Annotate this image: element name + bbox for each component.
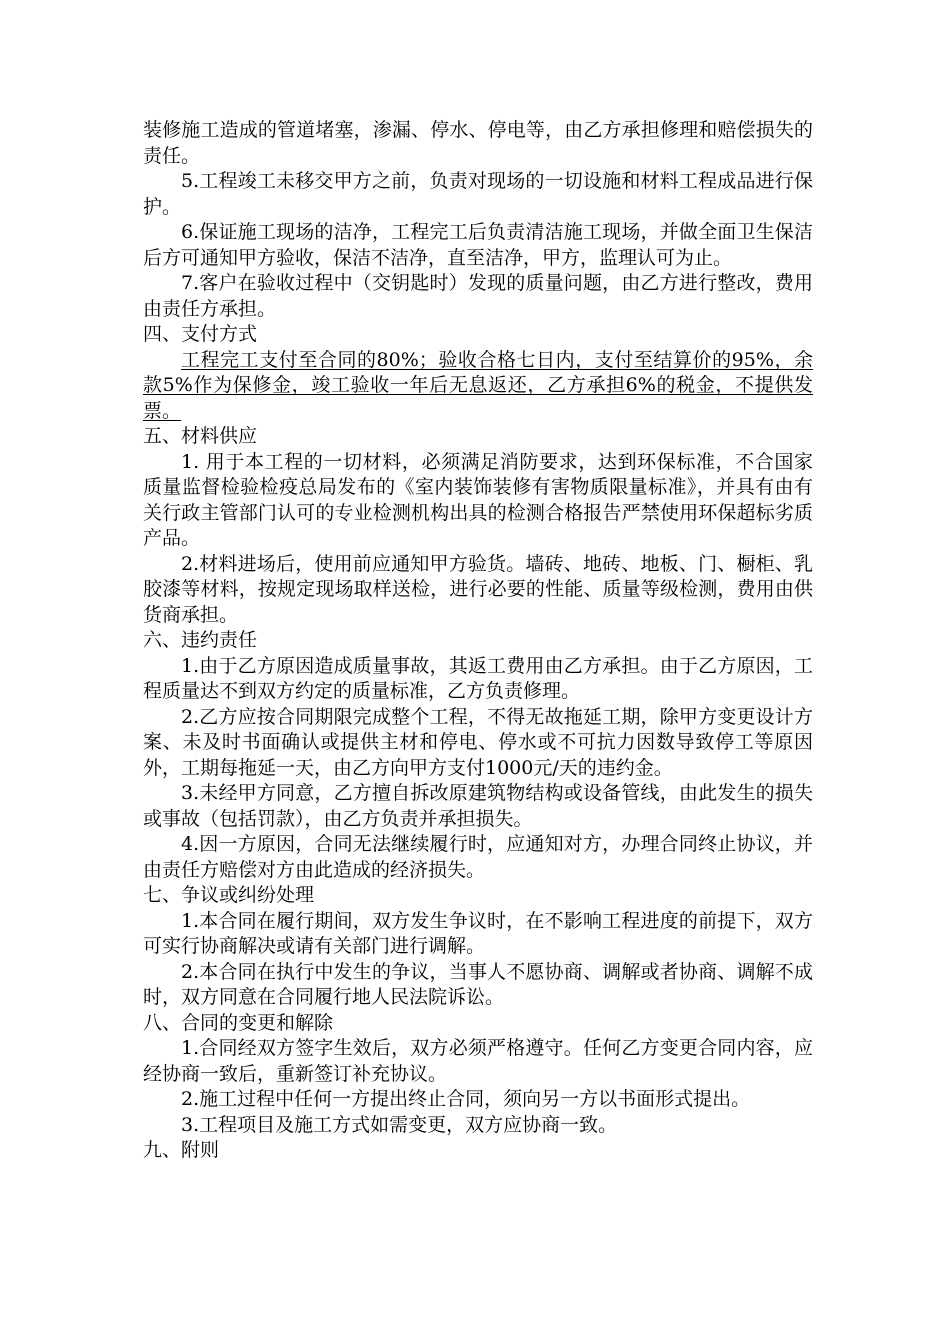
paragraph-site-cleaning: 6.保证施工现场的洁净，工程完工后负责清洁施工现场，并做全面卫生保洁后方可通知甲方验收，保洁不洁净，直至洁净，甲方，监理认可为止。	[143, 221, 813, 269]
section-heading-disputes: 七、争议或纠纷处理	[143, 884, 315, 906]
paragraph-termination-notice: 4.因一方原因，合同无法继续履行时，应通知对方，办理合同终止协议，并由责任方赔偿对方由此造成的经济损失。	[143, 833, 813, 881]
paragraph-acceptance-issues: 7.客户在验收过程中（交钥匙时）发现的质量问题，由乙方进行整改，费用由责任方承担。	[143, 272, 813, 320]
paragraph-quality-accident: 1.由于乙方原因造成质量事故，其返工费用由乙方承担。由于乙方原因，工程质量达不到双方约定的质量标准，乙方负责修理。	[143, 654, 813, 702]
paragraph-contract-effective: 1.合同经双方签字生效后，双方必须严格遵守。任何乙方变更合同内容，应经协商一致后，重新签订补充协议。	[143, 1037, 813, 1085]
paragraph-unauthorized-changes: 3.未经甲方同意，乙方擅自拆改原建筑物结构或设备管线，由此发生的损失或事故（包括罚款），由乙方负责并承担损失。	[143, 782, 813, 830]
section-heading-payment: 四、支付方式	[143, 323, 258, 345]
paragraph-material-standards: 1. 用于本工程的一切材料，必须满足消防要求，达到环保标准，不合国家质量监督检验检疫总局发布的《室内装饰装修有害物质限量标准》，并具有由有关行政主管部门认可的专业检测机构出具的检测合格报告严禁使用环保超标劣质产品。	[143, 450, 813, 549]
section-heading-supplementary: 九、附则	[143, 1139, 220, 1161]
section-heading-breach: 六、违约责任	[143, 629, 258, 651]
paragraph-contract-termination: 2.施工过程中任何一方提出终止合同，须向另一方以书面形式提出。	[181, 1088, 751, 1110]
payment-terms-underlined: 工程完工支付至合同的80%；验收合格七日内，支付至结算价的95%，余款5%作为保修金，竣工验收一年后无息返还，乙方承担6%的税金，不提供发票。	[143, 348, 813, 422]
section-heading-materials: 五、材料供应	[143, 425, 258, 447]
contract-page	[143, 118, 813, 1164]
paragraph-dispute-litigation: 2.本合同在执行中发生的争议，当事人不愿协商、调解或者协商、调解不成时，双方同意在合同履行地人民法院诉讼。	[143, 960, 813, 1008]
section-heading-modification: 八、合同的变更和解除	[143, 1011, 334, 1034]
paragraph-site-protection: 5.工程竣工未移交甲方之前，负责对现场的一切设施和材料工程成品进行保护。	[143, 170, 813, 218]
paragraph-delay-penalty: 2.乙方应按合同期限完成整个工程，不得无故拖延工期，除甲方变更设计方案、未及时书面确认或提供主材和停电、停水或不可抗力因数导致停工等原因外，工期每拖延一天，由乙方向甲方支付1000元/天的违约金。	[143, 705, 813, 779]
paragraph-scope-change: 3.工程项目及施工方式如需变更，双方应协商一致。	[181, 1113, 618, 1136]
paragraph-payment-terms	[143, 348, 813, 425]
paragraph-dispute-mediation: 1.本合同在履行期间，双方发生争议时，在不影响工程进度的前提下，双方可实行协商解决或请有关部门进行调解。	[143, 909, 813, 957]
paragraph-drainage-liability: 装修施工造成的管道堵塞，渗漏、停水、停电等，由乙方承担修理和赔偿损失的责任。	[143, 119, 813, 167]
paragraph-material-inspection: 2.材料进场后，使用前应通知甲方验货。墙砖、地砖、地板、门、橱柜、乳胶漆等材料，按规定现场取样送检，进行必要的性能、质量等级检测，费用由供货商承担。	[143, 552, 813, 626]
